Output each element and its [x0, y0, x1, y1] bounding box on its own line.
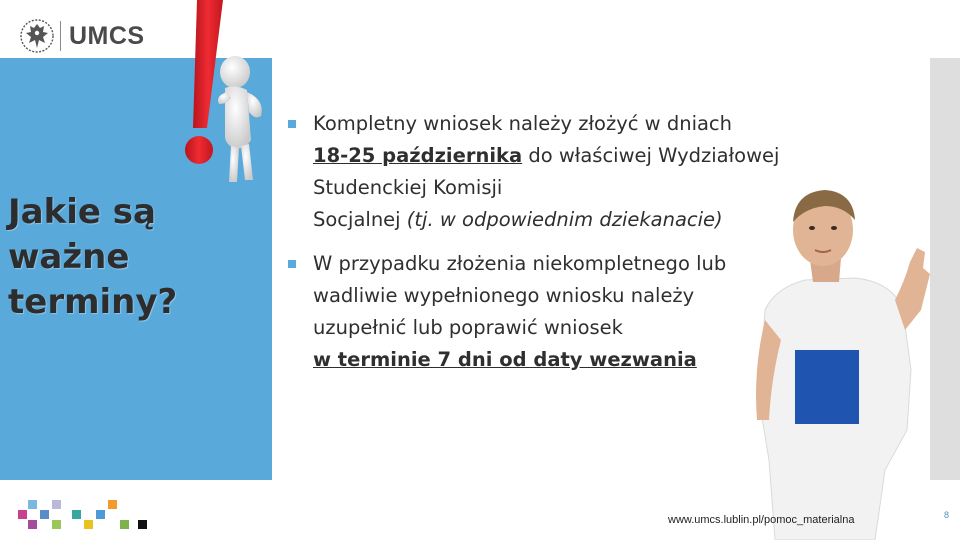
square-green: [52, 520, 61, 529]
page-number: 8: [944, 510, 950, 520]
bullet-1-line-2: [313, 140, 845, 172]
heading-line-1: Jakie są: [8, 192, 156, 232]
footer-url: www.umcs.lublin.pl/pomoc_materialna: [668, 514, 855, 526]
decorative-squares: [18, 494, 158, 540]
square-black: [138, 520, 147, 529]
square-olive: [120, 520, 129, 529]
right-grey-strip: [930, 58, 960, 480]
heading-line-3: terminy?: [8, 282, 178, 323]
bullet-1-line-4: [313, 204, 845, 236]
bullet-2-line-2: wadliwie wypełnionego wniosku należy: [313, 284, 695, 307]
square-lavender: [52, 500, 61, 509]
slide-heading: [8, 190, 177, 326]
bullet-list: [285, 108, 845, 388]
square-mid-blue: [96, 510, 105, 519]
square-blue: [40, 510, 49, 519]
bullet-1-line-3: Studenckiej Komisji: [313, 176, 503, 199]
bullet-2-line-1: W przypadku złożenia niekompletnego lub: [313, 252, 727, 275]
bullet-item-correction: [285, 248, 845, 376]
square-magenta: [18, 510, 27, 519]
square-yellow: [84, 520, 93, 529]
bullet-1-line-2-rest: do właściwej Wydziałowej: [522, 144, 780, 167]
eagle-emblem-icon: [20, 16, 54, 56]
correction-deadline: w terminie 7 dni od daty wezwania: [313, 348, 697, 371]
logo-divider: [60, 21, 61, 51]
square-teal: [72, 510, 81, 519]
bullet-item-deadline: [285, 108, 845, 236]
exclamation-figure-icon: [175, 0, 275, 190]
square-orange: [108, 500, 117, 509]
bullet-1-line-4-plain: Socjalnej: [313, 208, 407, 231]
bullet-1-line-1: Kompletny wniosek należy złożyć w dniach: [313, 112, 733, 135]
bullet-1-line-4-italic: (tj. w odpowiednim dziekanacie): [406, 208, 723, 231]
square-purple: [28, 520, 37, 529]
umcs-logo: [20, 14, 145, 58]
logo-text: UMCS: [69, 21, 145, 50]
deadline-dates: 18-25 października: [313, 144, 523, 167]
bullet-2-line-3: uzupełnić lub poprawić wniosek: [313, 316, 623, 339]
heading-line-2: ważne: [8, 237, 130, 278]
square-light-blue: [28, 500, 37, 509]
